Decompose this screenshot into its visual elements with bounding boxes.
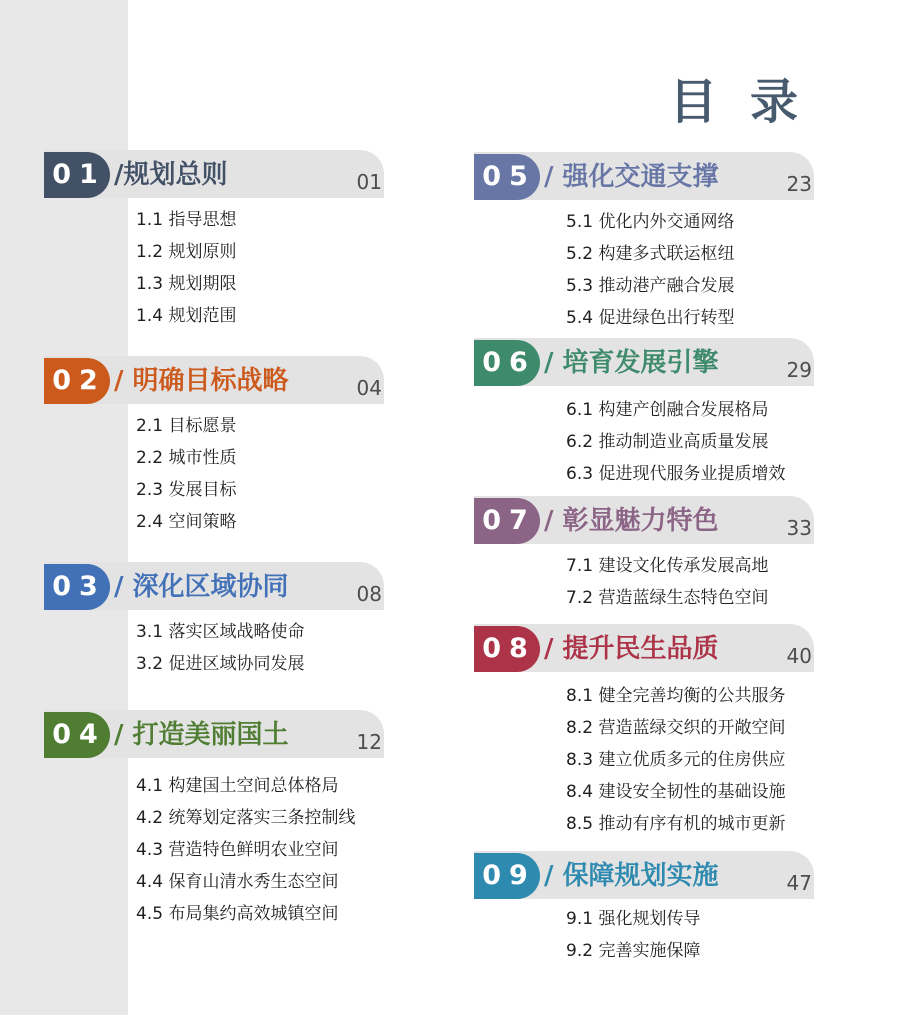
section-page-number: 40 [786,644,812,668]
toc-section [44,150,384,338]
section-title: / 彰显魅力特色 [544,506,719,536]
toc-entry[interactable]: 4.4 保育山清水秀生态空间 [136,872,339,892]
section-page-number: 04 [356,376,382,400]
toc-entry[interactable]: 5.4 促进绿色出行转型 [566,308,735,328]
section-title: / 培育发展引擎 [544,348,719,378]
toc-entry[interactable]: 2.1 目标愿景 [136,416,237,436]
toc-entry[interactable]: 1.1 指导思想 [136,210,237,230]
toc-section [44,710,384,936]
section-title: / 深化区域协同 [114,572,289,602]
page-title: 目 录 [669,74,806,130]
section-items-list [136,416,384,532]
toc-entry[interactable]: 6.3 促进现代服务业提质增效 [566,464,786,484]
section-items-list [566,400,814,484]
toc-entry[interactable]: 1.4 规划范围 [136,306,237,326]
toc-entry[interactable]: 8.5 推动有序有机的城市更新 [566,814,786,834]
section-items-list [566,212,814,328]
section-number-badge: 09 [474,853,540,899]
section-items-list [136,776,384,924]
toc-entry[interactable]: 5.3 推动港产融合发展 [566,276,735,296]
section-page-number: 08 [356,582,382,606]
toc-entry[interactable]: 8.2 营造蓝绿交织的开敞空间 [566,718,786,738]
toc-entry[interactable]: 5.1 优化内外交通网络 [566,212,735,232]
toc-entry[interactable]: 1.2 规划原则 [136,242,237,262]
toc-entry[interactable]: 8.3 建立优质多元的住房供应 [566,750,786,770]
toc-entry[interactable]: 2.4 空间策略 [136,512,237,532]
section-title: /规划总则 [114,160,228,190]
section-items-list [566,686,814,834]
toc-entry[interactable]: 4.2 统筹划定落实三条控制线 [136,808,356,828]
toc-entry[interactable]: 8.1 健全完善均衡的公共服务 [566,686,786,706]
section-header[interactable] [44,150,384,198]
toc-section [474,152,814,340]
toc-entry[interactable]: 4.5 布局集约高效城镇空间 [136,904,339,924]
toc-entry[interactable]: 3.2 促进区域协同发展 [136,654,305,674]
section-title: / 明确目标战略 [114,366,289,396]
section-number-badge: 04 [44,712,110,758]
section-header[interactable] [474,152,814,200]
section-header[interactable] [474,496,814,544]
section-number-badge: 01 [44,152,110,198]
section-number-badge: 08 [474,626,540,672]
section-number-badge: 03 [44,564,110,610]
toc-entry[interactable]: 7.2 营造蓝绿生态特色空间 [566,588,769,608]
section-page-number: 23 [786,172,812,196]
toc-section [474,496,814,620]
section-items-list [566,909,814,961]
section-header[interactable] [44,356,384,404]
section-title: / 强化交通支撑 [544,162,719,192]
toc-entry[interactable]: 9.1 强化规划传导 [566,909,701,929]
toc-section [44,356,384,544]
section-header[interactable] [474,851,814,899]
section-page-number: 33 [786,516,812,540]
section-items-list [136,210,384,326]
toc-entry[interactable]: 2.2 城市性质 [136,448,237,468]
toc-entry[interactable]: 1.3 规划期限 [136,274,237,294]
toc-entry[interactable]: 6.2 推动制造业高质量发展 [566,432,769,452]
toc-entry[interactable]: 4.3 营造特色鲜明农业空间 [136,840,339,860]
toc-entry[interactable]: 8.4 建设安全韧性的基础设施 [566,782,786,802]
section-title: / 提升民生品质 [544,634,719,664]
toc-entry[interactable]: 4.1 构建国土空间总体格局 [136,776,339,796]
section-number-badge: 06 [474,340,540,386]
toc-entry[interactable]: 9.2 完善实施保障 [566,941,701,961]
section-page-number: 01 [356,170,382,194]
toc-entry[interactable]: 5.2 构建多式联运枢纽 [566,244,735,264]
section-header[interactable] [474,624,814,672]
section-number-badge: 02 [44,358,110,404]
toc-section [474,851,814,973]
section-number-badge: 05 [474,154,540,200]
section-items-list [566,556,814,608]
section-items-list [136,622,384,674]
toc-entry[interactable]: 3.1 落实区域战略使命 [136,622,305,642]
section-title: / 打造美丽国土 [114,720,289,750]
toc-section [474,624,814,846]
section-header[interactable] [44,562,384,610]
toc-entry[interactable]: 7.1 建设文化传承发展高地 [566,556,769,576]
section-title: / 保障规划实施 [544,861,719,891]
section-number-badge: 07 [474,498,540,544]
section-page-number: 29 [786,358,812,382]
section-header[interactable] [44,710,384,758]
toc-entry[interactable]: 6.1 构建产创融合发展格局 [566,400,769,420]
toc-section [44,562,384,686]
section-header[interactable] [474,338,814,386]
toc-entry[interactable]: 2.3 发展目标 [136,480,237,500]
section-page-number: 12 [356,730,382,754]
section-page-number: 47 [786,871,812,895]
toc-section [474,338,814,496]
